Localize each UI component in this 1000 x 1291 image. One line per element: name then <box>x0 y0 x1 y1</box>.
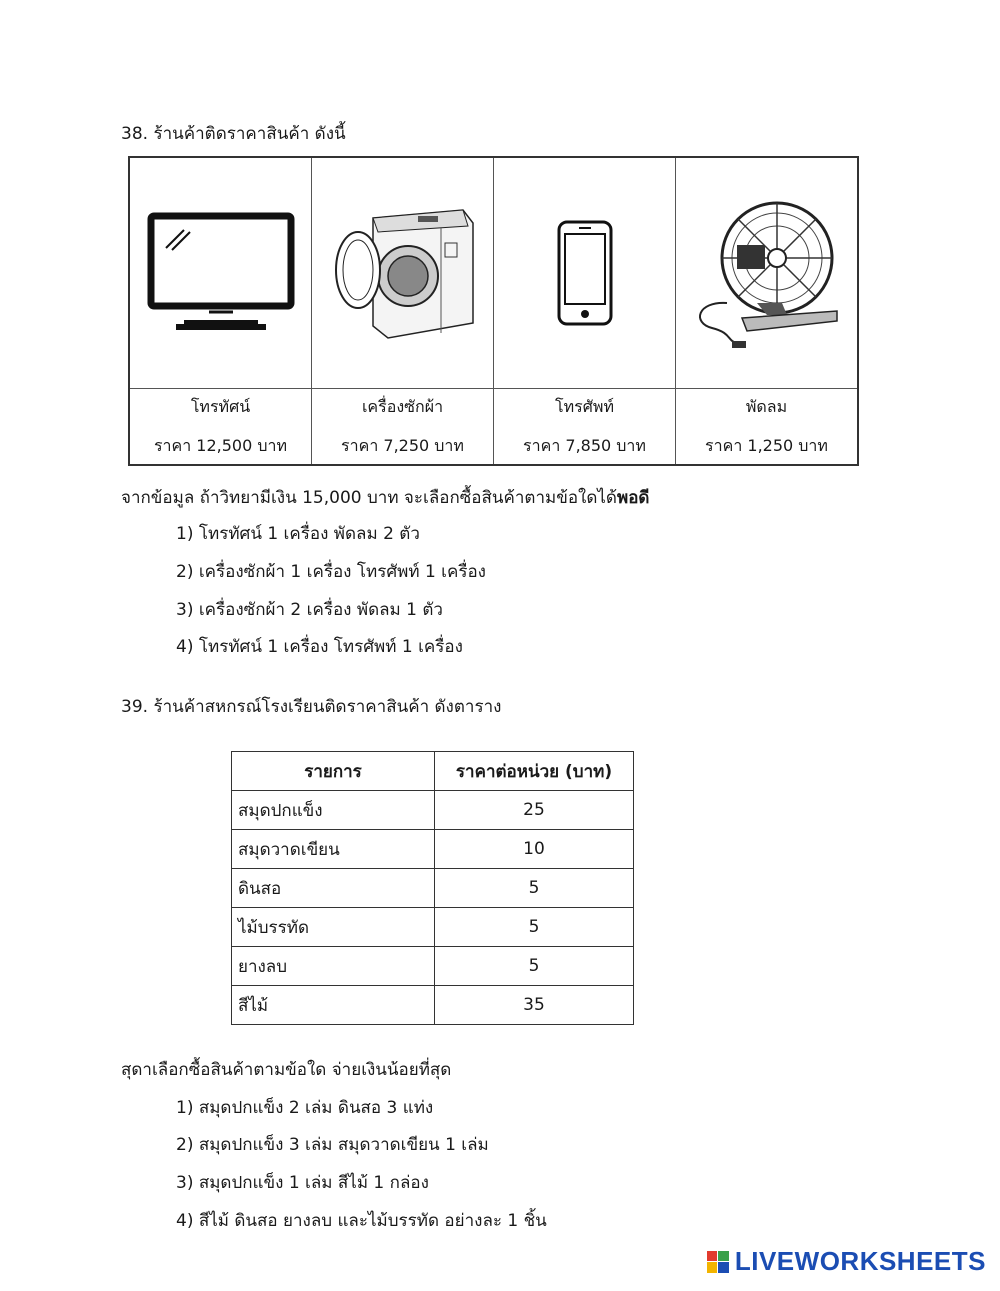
item-name: สีไม้ <box>232 986 435 1025</box>
item-name: ดินสอ <box>232 869 435 908</box>
product-name: เครื่องซักผ้า <box>361 396 444 416</box>
q39-option-2[interactable]: 2) สมุดปกแข็ง 3 เล่ม สมุดวาดเขียน 1 เล่ม <box>176 1135 489 1155</box>
table-row <box>232 986 634 1025</box>
fan-icon <box>676 158 857 389</box>
item-price: 25 <box>435 791 634 830</box>
table-header-row <box>232 752 634 791</box>
question-38-prefix: จากข้อมูล ถ้าวิทยามีเงิน 15,000 บาท จะเลือกซื้อสินค้าตามข้อใดได้ <box>121 488 617 508</box>
table-row <box>232 908 634 947</box>
item-price: 5 <box>435 869 634 908</box>
header-price: ราคาต่อหน่วย (บาท) <box>435 752 634 791</box>
logo-text: LIVEWORKSHEETS <box>734 1246 986 1276</box>
question-38-text <box>121 484 649 511</box>
q38-option-1[interactable]: 1) โทรทัศน์ 1 เครื่อง พัดลม 2 ตัว <box>176 524 420 544</box>
product-name: โทรศัพท์ <box>555 396 614 416</box>
item-name: สมุดวาดเขียน <box>232 830 435 869</box>
product-price: ราคา 12,500 บาท <box>153 435 288 455</box>
question-38-emphasis: พอดี <box>616 488 650 508</box>
item-price: 5 <box>435 908 634 947</box>
item-price: 5 <box>435 947 634 986</box>
item-name: ยางลบ <box>232 947 435 986</box>
q39-option-1[interactable]: 1) สมุดปกแข็ง 2 เล่ม ดินสอ 3 แท่ง <box>176 1098 434 1118</box>
phone-icon <box>494 158 675 389</box>
product-cell-washing-machine <box>312 158 494 464</box>
table-row <box>232 830 634 869</box>
q38-option-2[interactable]: 2) เครื่องซักผ้า 1 เครื่อง โทรศัพท์ 1 เครื่อง <box>176 562 486 582</box>
q38-option-3[interactable]: 3) เครื่องซักผ้า 2 เครื่อง พัดลม 1 ตัว <box>176 600 443 620</box>
product-price: ราคา 7,850 บาท <box>523 435 646 455</box>
item-price: 35 <box>435 986 634 1025</box>
product-name: พัดลม <box>745 396 788 416</box>
product-price: ราคา 7,250 บาท <box>341 435 464 455</box>
table-row <box>232 947 634 986</box>
tv-icon <box>130 158 311 389</box>
item-name: สมุดปกแข็ง <box>232 791 435 830</box>
product-table <box>128 156 859 466</box>
product-price: ราคา 1,250 บาท <box>705 435 828 455</box>
product-cell-tv <box>130 158 312 464</box>
question-38-title: 38. ร้านค้าติดราคาสินค้า ดังนี้ <box>121 124 346 144</box>
product-cell-phone <box>494 158 676 464</box>
product-name: โทรทัศน์ <box>190 396 251 416</box>
washing-machine-icon <box>312 158 493 389</box>
question-39-text: สุดาเลือกซื้อสินค้าตามข้อใด จ่ายเงินน้อยที่สุด <box>121 1060 452 1080</box>
q39-option-3[interactable]: 3) สมุดปกแข็ง 1 เล่ม สีไม้ 1 กล่อง <box>176 1173 429 1193</box>
logo-mark-icon <box>707 1251 729 1273</box>
item-name: ไม้บรรทัด <box>232 908 435 947</box>
header-item: รายการ <box>232 752 435 791</box>
table-row <box>232 869 634 908</box>
question-39-title: 39. ร้านค้าสหกรณ์โรงเรียนติดราคาสินค้า ดังตาราง <box>121 697 502 717</box>
table-row <box>232 791 634 830</box>
q39-option-4[interactable]: 4) สีไม้ ดินสอ ยางลบ และไม้บรรทัด อย่างละ 1 ชิ้น <box>176 1211 547 1231</box>
q38-option-4[interactable]: 4) โทรทัศน์ 1 เครื่อง โทรศัพท์ 1 เครื่อง <box>176 637 463 657</box>
liveworksheets-logo <box>707 1246 986 1277</box>
item-price: 10 <box>435 830 634 869</box>
price-table <box>231 751 634 1025</box>
product-cell-fan <box>676 158 857 464</box>
